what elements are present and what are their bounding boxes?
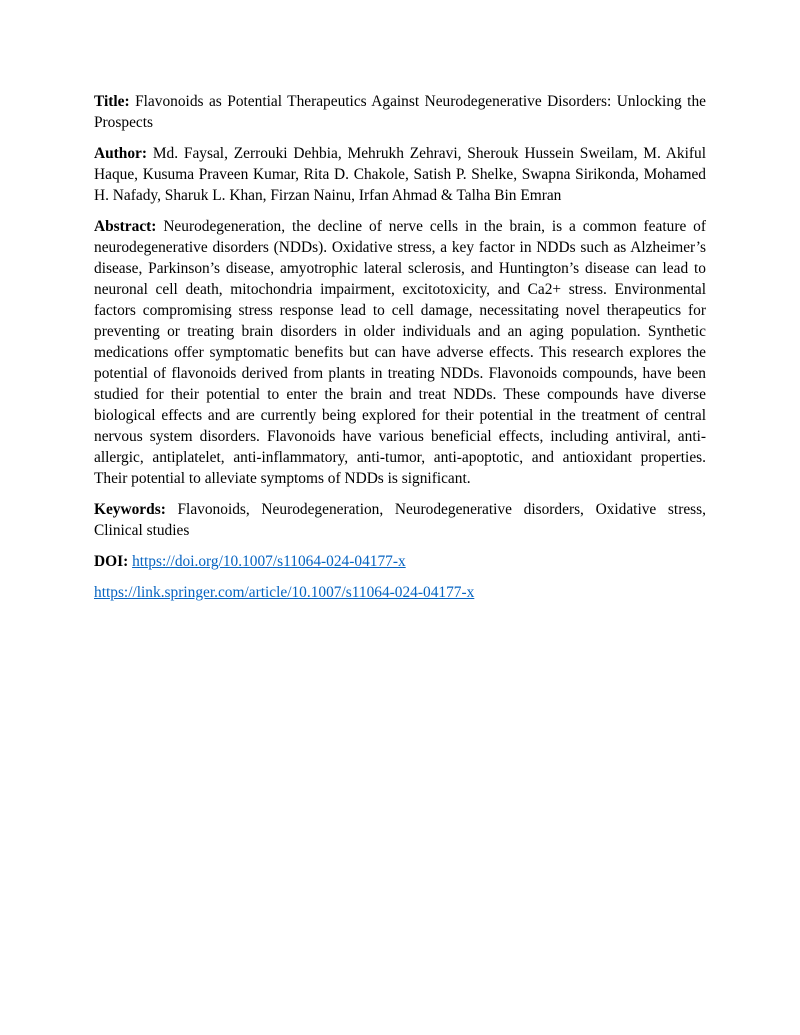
abstract-label: Abstract: <box>94 218 157 235</box>
doi-label: DOI: <box>94 553 129 570</box>
abstract-text: Neurodegeneration, the decline of nerve cells in the brain, is a common feature of neurodegenerative disorders (NDDs). Oxidative stress, a key factor in NDDs such as Alzheimer’s disease, Parkinson’s disease, amyotrophic lateral sclerosis, and Huntington’s disease can lead to neuronal cell death, mitochondria impairment, excitotoxicity, and Ca2+ stress. Environmental factors compromising stress response lead to cell damage, necessitating novel therapeutics for preventing or treating brain disorders in older individuals and an aging population. Synthetic medications offer symptomatic benefits but can have adverse effects. This research explores the potential of flavonoids derived from plants in treating NDDs. Flavonoids compounds, have been studied for their potential to enter the brain and treat NDDs. These compounds have diverse biological effects and are currently being explored for their potential in the treatment of central nervous system disorders. Flavonoids have various beneficial effects, including antiviral, anti-allergic, antiplatelet, anti-inflammatory, anti-tumor, anti-apoptotic, and antioxidant properties. Their potential to alleviate symptoms of NDDs is significant. <box>94 218 706 487</box>
author-paragraph <box>94 143 706 206</box>
author-label: Author: <box>94 145 148 162</box>
doi-paragraph <box>94 551 706 572</box>
springer-paragraph <box>94 582 706 603</box>
keywords-paragraph <box>94 499 706 541</box>
title-label: Title: <box>94 93 130 110</box>
keywords-label: Keywords: <box>94 501 166 518</box>
keywords-text: Flavonoids, Neurodegeneration, Neurodegenerative disorders, Oxidative stress, Clinical studies <box>94 501 706 539</box>
author-text: Md. Faysal, Zerrouki Dehbia, Mehrukh Zehravi, Sherouk Hussein Sweilam, M. Akiful Haque, Kusuma Praveen Kumar, Rita D. Chakole, Satish P. Shelke, Swapna Sirikonda, Mohamed H. Nafady, Sharuk L. Khan, Firzan Nainu, Irfan Ahmad & Talha Bin Emran <box>94 145 706 204</box>
springer-link[interactable]: https://link.springer.com/article/10.1007/s11064-024-04177-x <box>94 584 475 601</box>
doi-link[interactable]: https://doi.org/10.1007/s11064-024-04177-x <box>132 553 406 570</box>
abstract-paragraph <box>94 216 706 489</box>
title-paragraph <box>94 91 706 133</box>
document-page <box>94 91 706 613</box>
title-text: Flavonoids as Potential Therapeutics Against Neurodegenerative Disorders: Unlocking the Prospects <box>94 93 706 131</box>
